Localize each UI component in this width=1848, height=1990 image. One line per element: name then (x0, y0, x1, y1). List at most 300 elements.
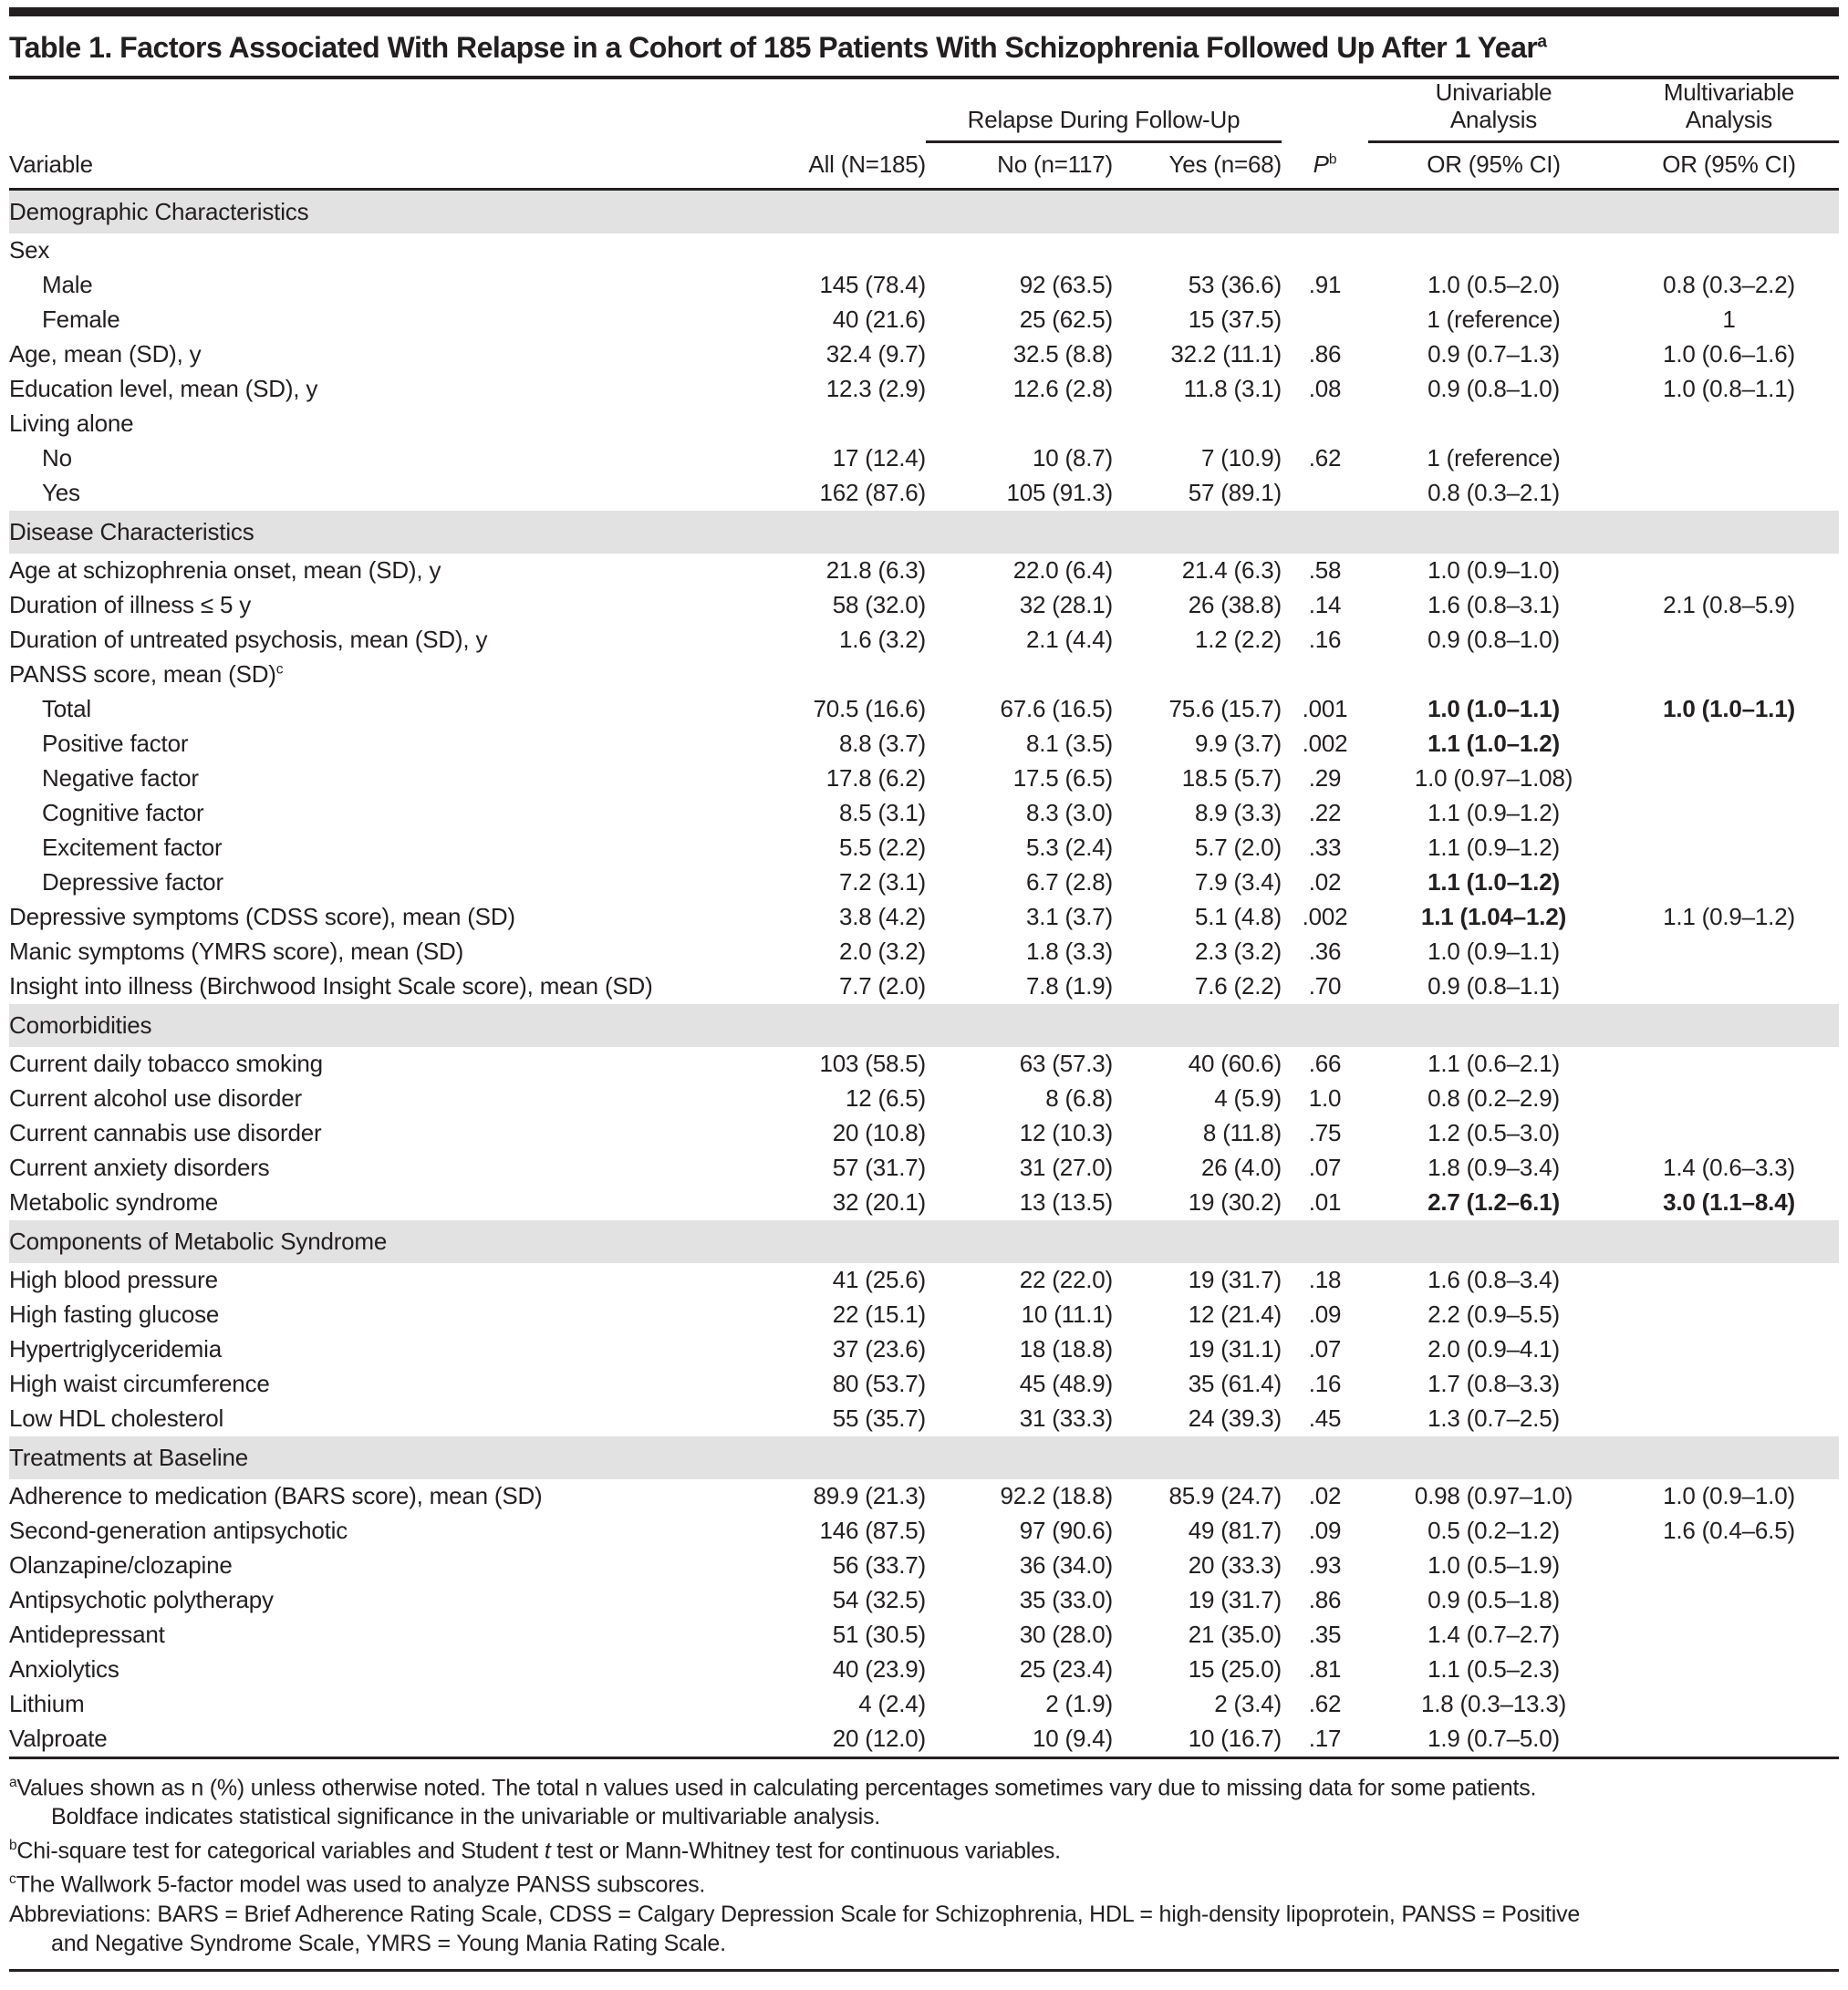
table-row (9, 1367, 1839, 1402)
cell-p-value: .002 (1302, 730, 1348, 758)
cell-univariable-or (1368, 658, 1619, 692)
table-row (9, 1583, 1839, 1618)
cell-yes-relapse: 7 (10.9) (1200, 444, 1282, 472)
cell-all: 8.5 (3.1) (838, 799, 926, 827)
column-header-or-multivariable: OR (95% CI) (1619, 141, 1839, 189)
footnote-marker: c (9, 1871, 16, 1888)
cell-no-relapse: 25 (62.5) (1019, 306, 1113, 334)
cell-multivariable-or (1619, 476, 1839, 511)
cell-no-relapse: 1.8 (3.3) (1025, 938, 1113, 966)
cell-univariable-or: 0.9 (0.8–1.1) (1428, 972, 1560, 1000)
cell-multivariable-or (1619, 1332, 1839, 1367)
cell-no-relapse: 92.2 (18.8) (1000, 1482, 1113, 1510)
cell-yes-relapse: 19 (31.7) (1188, 1266, 1282, 1294)
cell-multivariable-or (1619, 1367, 1839, 1402)
cell-all: 20 (12.0) (832, 1725, 926, 1753)
table-row (9, 407, 1839, 441)
cell-all: 3.8 (4.2) (838, 903, 926, 931)
cell-all: 32 (20.1) (832, 1188, 926, 1217)
cell-no-relapse: 18 (18.8) (1019, 1335, 1113, 1363)
section-row (9, 189, 1839, 233)
cell-all: 145 (78.4) (819, 271, 926, 299)
row-label: Negative factor (42, 764, 199, 793)
cell-yes-relapse: 2 (3.4) (1214, 1690, 1282, 1718)
cell-multivariable-or (1619, 865, 1839, 900)
cell-univariable-or: 0.9 (0.7–1.3) (1428, 340, 1560, 368)
cell-all: 103 (58.5) (819, 1050, 926, 1078)
cell-all: 56 (33.7) (832, 1551, 926, 1580)
cell-multivariable-or: 1.6 (0.4–6.5) (1663, 1517, 1795, 1545)
cell-no-relapse: 2.1 (4.4) (1025, 626, 1113, 654)
cell-multivariable-or (1619, 1298, 1839, 1332)
row-label: Age, mean (SD), y (9, 340, 202, 368)
cell-all (675, 407, 926, 441)
cell-multivariable-or (1619, 762, 1839, 796)
cell-p-value: .93 (1308, 1551, 1342, 1580)
cell-multivariable-or (1619, 441, 1839, 476)
cell-no-relapse: 13 (13.5) (1019, 1188, 1113, 1217)
cell-no-relapse: 12.6 (2.8) (1012, 375, 1113, 403)
cell-all: 58 (32.0) (832, 591, 926, 619)
table-row (9, 1687, 1839, 1722)
row-label: Excitement factor (42, 834, 223, 862)
cell-all: 8.8 (3.7) (838, 730, 926, 758)
cell-yes-relapse: 19 (31.1) (1188, 1335, 1282, 1363)
cell-no-relapse (926, 407, 1113, 441)
row-label: Sex (9, 236, 50, 264)
cell-univariable-or: 1.3 (0.7–2.5) (1428, 1404, 1560, 1433)
cell-no-relapse: 92 (63.5) (1019, 271, 1113, 299)
cell-multivariable-or (1619, 969, 1839, 1004)
row-label: PANSS score, mean (SD)$^c$ (9, 660, 284, 689)
table-title-footnote-marker: a (1537, 32, 1547, 52)
cell-all: 22 (15.1) (832, 1301, 926, 1329)
row-label: Male (42, 271, 93, 299)
cell-univariable-or: 0.8 (0.2–2.9) (1428, 1084, 1560, 1113)
cell-all (675, 658, 926, 692)
cell-p-value: .07 (1308, 1335, 1342, 1363)
table-row (9, 1618, 1839, 1653)
cell-univariable-or: 1 (reference) (1427, 444, 1561, 472)
cell-univariable-or: 1.1 (1.0–1.2) (1428, 868, 1560, 897)
cell-all: 55 (35.7) (832, 1404, 926, 1433)
cell-univariable-or: 0.98 (0.97–1.0) (1414, 1482, 1573, 1510)
cell-all: 54 (32.5) (832, 1586, 926, 1614)
cell-all: 17.8 (6.2) (825, 764, 926, 793)
cell-no-relapse: 2 (1.9) (1045, 1690, 1113, 1718)
cell-all: 41 (25.6) (832, 1266, 926, 1294)
cell-multivariable-or (1619, 233, 1839, 268)
cell-all: 17 (12.4) (832, 444, 926, 472)
cell-univariable-or: 1.0 (0.97–1.08) (1414, 764, 1573, 793)
row-label: Total (42, 695, 91, 723)
section-header: Components of Metabolic Syndrome (9, 1220, 1839, 1263)
table-row (9, 1332, 1839, 1367)
row-label: Antipsychotic polytherapy (9, 1586, 274, 1614)
cell-multivariable-or: 1.1 (0.9–1.2) (1663, 903, 1795, 931)
header-column-row (9, 141, 1839, 189)
cell-yes-relapse (1113, 407, 1282, 441)
row-label: Low HDL cholesterol (9, 1404, 224, 1433)
cell-p-value: .75 (1308, 1119, 1342, 1147)
cell-univariable-or: 1.0 (0.9–1.0) (1428, 556, 1560, 585)
bottom-rule-bar (9, 1969, 1839, 1990)
column-header-or-univariable: OR (95% CI) (1368, 141, 1619, 189)
cell-yes-relapse: 8 (11.8) (1202, 1119, 1282, 1147)
cell-p-value (1282, 233, 1368, 268)
row-label: Positive factor (42, 730, 189, 758)
row-label: Yes (42, 479, 80, 507)
table-row (9, 233, 1839, 268)
cell-multivariable-or: 1 (1722, 306, 1736, 334)
row-label: Hypertriglyceridemia (9, 1335, 222, 1363)
row-label: No (42, 444, 72, 472)
cell-multivariable-or (1619, 623, 1839, 658)
table-row (9, 658, 1839, 692)
header-spacer (9, 79, 675, 141)
cell-p-value: .09 (1308, 1301, 1342, 1329)
row-label: Lithium (9, 1690, 85, 1718)
cell-univariable-or (1368, 407, 1619, 441)
cell-univariable-or: 1.8 (0.9–3.4) (1428, 1154, 1560, 1182)
cell-p-value: .07 (1308, 1154, 1342, 1182)
cell-multivariable-or (1619, 935, 1839, 969)
cell-all: 51 (30.5) (832, 1621, 926, 1649)
cell-yes-relapse: 5.7 (2.0) (1194, 834, 1282, 862)
cell-univariable-or: 1.7 (0.8–3.3) (1428, 1370, 1560, 1398)
footnote: $^b$Chi-square test for categorical variables and Student t test or Mann-Whitney test for continuous variables. (9, 1838, 1061, 1864)
header-spacer (1282, 79, 1368, 141)
cell-all: 40 (21.6) (832, 306, 926, 334)
row-label: Anxiolytics (9, 1655, 119, 1684)
cell-all: 7.7 (2.0) (838, 972, 926, 1000)
cell-p-value: .70 (1308, 972, 1342, 1000)
row-label: Education level, mean (SD), y (9, 375, 318, 403)
cell-multivariable-or: 1.0 (1.0–1.1) (1663, 695, 1795, 723)
cell-p-value: .002 (1302, 903, 1348, 931)
cell-no-relapse: 3.1 (3.7) (1025, 903, 1113, 931)
cell-no-relapse: 8.3 (3.0) (1025, 799, 1113, 827)
cell-yes-relapse: 7.9 (3.4) (1194, 868, 1282, 897)
cell-yes-relapse: 18.5 (5.7) (1181, 764, 1282, 793)
cell-p-value: .35 (1308, 1621, 1342, 1649)
table-row (9, 268, 1839, 303)
row-label: Age at schizophrenia onset, mean (SD), y (9, 556, 441, 585)
cell-univariable-or: 1.1 (0.9–1.2) (1428, 799, 1560, 827)
row-label: Living alone (9, 409, 134, 438)
footnote: $^a$Values shown as n (%) unless otherwise noted. The total n values used in calculating percentages sometimes vary due to missing data for some patients. Boldface indicates statistical significance in the univariable or multivariable analysis. (9, 1774, 1537, 1830)
cell-p-value: .22 (1308, 799, 1342, 827)
cell-p-value: .58 (1308, 556, 1342, 585)
cell-yes-relapse (1113, 658, 1282, 692)
row-label: Female (42, 306, 120, 334)
cell-yes-relapse: 10 (16.7) (1188, 1725, 1282, 1753)
cell-p-value: .91 (1308, 271, 1342, 299)
cell-p-value: .02 (1308, 1482, 1342, 1510)
cell-multivariable-or (1619, 1082, 1839, 1116)
cell-yes-relapse: 75.6 (15.7) (1168, 695, 1282, 723)
cell-p-value: 1.0 (1308, 1084, 1342, 1113)
cell-multivariable-or (1619, 831, 1839, 865)
row-label: Current cannabis use disorder (9, 1119, 322, 1147)
cell-univariable-or: 1.9 (0.7–5.0) (1428, 1725, 1560, 1753)
cell-yes-relapse: 8.9 (3.3) (1194, 799, 1282, 827)
cell-all: 146 (87.5) (819, 1517, 926, 1545)
table-row (9, 900, 1839, 935)
cell-yes-relapse: 26 (4.0) (1200, 1154, 1282, 1182)
cell-multivariable-or (1619, 1583, 1839, 1618)
cell-no-relapse: 105 (91.3) (1006, 479, 1113, 507)
table1 (9, 79, 1839, 1759)
cell-p-value: .08 (1308, 375, 1342, 403)
table-title (9, 16, 1839, 79)
cell-univariable-or: 1.1 (0.6–2.1) (1428, 1050, 1560, 1078)
header-group-row (9, 79, 1839, 141)
cell-p-value: .62 (1308, 1690, 1342, 1718)
cell-univariable-or: 1.1 (1.04–1.2) (1420, 903, 1567, 931)
cell-multivariable-or (1619, 407, 1839, 441)
row-label: Adherence to medication (BARS score), mean (SD) (9, 1482, 543, 1510)
cell-no-relapse: 8.1 (3.5) (1025, 730, 1113, 758)
row-label: Duration of untreated psychosis, mean (SD), y (9, 626, 488, 654)
cell-multivariable-or (1619, 1116, 1839, 1151)
column-header-yes: Yes (n=68) (1113, 141, 1282, 189)
cell-yes-relapse: 20 (33.3) (1188, 1551, 1282, 1580)
row-label: Depressive symptoms (CDSS score), mean (SD) (9, 903, 515, 931)
cell-no-relapse: 32.5 (8.8) (1012, 340, 1113, 368)
cell-univariable-or: 2.2 (0.9–5.5) (1428, 1301, 1560, 1329)
cell-multivariable-or: 1.0 (0.9–1.0) (1663, 1482, 1795, 1510)
cell-no-relapse: 7.8 (1.9) (1025, 972, 1113, 1000)
cell-univariable-or: 2.7 (1.2–6.1) (1428, 1188, 1560, 1217)
cell-no-relapse: 36 (34.0) (1019, 1551, 1113, 1580)
cell-no-relapse: 32 (28.1) (1019, 591, 1113, 619)
cell-all: 2.0 (3.2) (838, 938, 926, 966)
cell-yes-relapse: 49 (81.7) (1188, 1517, 1282, 1545)
cell-p-value: .16 (1308, 626, 1342, 654)
footnote-marker: a (9, 1774, 17, 1790)
cell-multivariable-or: 0.8 (0.3–2.2) (1663, 271, 1795, 299)
cell-univariable-or: 1.0 (0.5–1.9) (1428, 1551, 1560, 1580)
table-row (9, 623, 1839, 658)
cell-p-value: .02 (1308, 868, 1342, 897)
row-label: Duration of illness ≤ 5 y (9, 591, 252, 619)
cell-yes-relapse: 40 (60.6) (1188, 1050, 1282, 1078)
cell-univariable-or: 0.8 (0.3–2.1) (1428, 479, 1560, 507)
cell-all: 32.4 (9.7) (825, 340, 926, 368)
cell-all: 89.9 (21.3) (813, 1482, 926, 1510)
row-label: Second-generation antipsychotic (9, 1517, 348, 1545)
cell-p-value: .86 (1308, 1586, 1342, 1614)
cell-univariable-or: 1.2 (0.5–3.0) (1428, 1119, 1560, 1147)
cell-all: 162 (87.6) (819, 479, 926, 507)
cell-univariable-or: 0.9 (0.8–1.0) (1428, 375, 1560, 403)
cell-univariable-or: 1.1 (0.5–2.3) (1428, 1655, 1560, 1684)
footnote: $^c$The Wallwork 5-factor model was used to analyze PANSS subscores. (9, 1871, 706, 1898)
cell-univariable-or: 1.1 (0.9–1.2) (1428, 834, 1560, 862)
cell-univariable-or: 2.0 (0.9–4.1) (1428, 1335, 1560, 1363)
cell-all: 40 (23.9) (832, 1655, 926, 1684)
cell-all: 21.8 (6.3) (825, 556, 926, 585)
column-header-all: All (N=185) (675, 141, 926, 189)
row-label: Antidepressant (9, 1621, 165, 1649)
row-label: Current daily tobacco smoking (9, 1050, 323, 1078)
cell-all: 57 (31.7) (832, 1154, 926, 1182)
cell-p-value: .45 (1308, 1404, 1342, 1433)
row-label: Depressive factor (42, 868, 223, 897)
cell-no-relapse: 5.3 (2.4) (1025, 834, 1113, 862)
cell-multivariable-or (1619, 1653, 1839, 1687)
cell-p-value: .16 (1308, 1370, 1342, 1398)
table-row (9, 588, 1839, 623)
cell-yes-relapse: 7.6 (2.2) (1194, 972, 1282, 1000)
table-row (9, 692, 1839, 727)
cell-yes-relapse: 26 (38.8) (1188, 591, 1282, 619)
row-label: High blood pressure (9, 1266, 218, 1294)
table-row (9, 762, 1839, 796)
cell-multivariable-or (1619, 658, 1839, 692)
table-row (9, 969, 1839, 1004)
cell-all: 80 (53.7) (832, 1370, 926, 1398)
table-row (9, 1653, 1839, 1687)
cell-all: 37 (23.6) (832, 1335, 926, 1363)
cell-yes-relapse: 1.2 (2.2) (1194, 626, 1282, 654)
cell-multivariable-or: 3.0 (1.1–8.4) (1663, 1188, 1795, 1217)
section-header: Treatments at Baseline (9, 1436, 1839, 1479)
cell-yes-relapse: 15 (37.5) (1188, 306, 1282, 334)
table-row (9, 303, 1839, 337)
cell-no-relapse: 35 (33.0) (1019, 1586, 1113, 1614)
cell-yes-relapse: 32.2 (11.1) (1170, 340, 1282, 368)
cell-yes-relapse: 21 (35.0) (1188, 1621, 1282, 1649)
section-row (9, 1004, 1839, 1047)
cell-multivariable-or: 1.0 (0.6–1.6) (1663, 340, 1795, 368)
cell-yes-relapse (1113, 233, 1282, 268)
cell-p-value: .36 (1308, 938, 1342, 966)
section-header: Disease Characteristics (9, 511, 1839, 554)
cell-univariable-or: 1.0 (0.9–1.1) (1428, 938, 1560, 966)
table-row (9, 441, 1839, 476)
row-label: Current alcohol use disorder (9, 1084, 303, 1113)
cell-no-relapse: 25 (23.4) (1019, 1655, 1113, 1684)
table-row (9, 831, 1839, 865)
cell-yes-relapse: 35 (61.4) (1188, 1370, 1282, 1398)
row-label: Cognitive factor (42, 799, 204, 827)
table-row (9, 1514, 1839, 1549)
header-relapse-group: Relapse During Follow-Up (926, 79, 1282, 141)
cell-yes-relapse: 24 (39.3) (1188, 1404, 1282, 1433)
row-label: Insight into illness (Birchwood Insight Scale score), mean (SD) (9, 972, 653, 1000)
cell-all: 1.6 (3.2) (838, 626, 926, 654)
cell-multivariable-or (1619, 1402, 1839, 1436)
cell-p-value: .86 (1308, 340, 1342, 368)
cell-multivariable-or (1619, 1047, 1839, 1082)
row-label: Valproate (9, 1725, 108, 1753)
table-title-text: Table 1. Factors Associated With Relapse in a Cohort of 185 Patients With Schizophrenia Followed Up After 1 Year (9, 31, 1538, 64)
cell-yes-relapse: 85.9 (24.7) (1168, 1482, 1282, 1510)
cell-yes-relapse: 9.9 (3.7) (1194, 730, 1282, 758)
cell-multivariable-or: 1.0 (0.8–1.1) (1663, 375, 1795, 403)
table-row (9, 796, 1839, 831)
cell-yes-relapse: 21.4 (6.3) (1181, 556, 1282, 585)
table-row (9, 372, 1839, 407)
cell-multivariable-or (1619, 1722, 1839, 1758)
cell-yes-relapse: 15 (25.0) (1188, 1655, 1282, 1684)
cell-univariable-or: 1.0 (0.5–2.0) (1428, 271, 1560, 299)
cell-all: 4 (2.4) (858, 1690, 926, 1718)
table-row (9, 476, 1839, 511)
cell-multivariable-or (1619, 1618, 1839, 1653)
cell-yes-relapse: 2.3 (3.2) (1194, 938, 1282, 966)
cell-yes-relapse: 12 (21.4) (1188, 1301, 1282, 1329)
cell-p-value: .29 (1308, 764, 1342, 793)
table-row (9, 865, 1839, 900)
cell-p-value: .81 (1308, 1655, 1342, 1684)
cell-p-value (1282, 303, 1368, 337)
cell-yes-relapse: 53 (36.6) (1188, 271, 1282, 299)
footnotes (9, 1759, 1839, 1969)
cell-univariable-or: 1 (reference) (1427, 306, 1561, 334)
table-row (9, 554, 1839, 588)
cell-univariable-or: 1.8 (0.3–13.3) (1420, 1690, 1567, 1718)
cell-no-relapse (926, 233, 1113, 268)
table-row (9, 1082, 1839, 1116)
row-label-footnote-marker: c (275, 661, 284, 678)
table-row (9, 337, 1839, 372)
cell-all: 12.3 (2.9) (825, 375, 926, 403)
top-rule-bar (9, 7, 1839, 16)
cell-p-value (1282, 476, 1368, 511)
cell-no-relapse: 63 (57.3) (1019, 1050, 1113, 1078)
row-label: Metabolic syndrome (9, 1188, 219, 1217)
header-univariable-group: Univariable Analysis (1368, 79, 1619, 141)
cell-yes-relapse: 19 (31.7) (1188, 1586, 1282, 1614)
table-row (9, 1263, 1839, 1298)
table-row (9, 727, 1839, 762)
cell-multivariable-or (1619, 796, 1839, 831)
column-header-p: $P^b$ (1282, 141, 1368, 189)
section-row (9, 1436, 1839, 1479)
cell-multivariable-or (1619, 1263, 1839, 1298)
cell-p-value (1282, 658, 1368, 692)
cell-univariable-or: 1.6 (0.8–3.4) (1428, 1266, 1560, 1294)
cell-no-relapse: 31 (27.0) (1019, 1154, 1113, 1182)
cell-yes-relapse: 19 (30.2) (1188, 1188, 1282, 1217)
cell-no-relapse: 10 (8.7) (1032, 444, 1113, 472)
cell-univariable-or: 0.9 (0.8–1.0) (1428, 626, 1560, 654)
cell-no-relapse: 17.5 (6.5) (1012, 764, 1113, 793)
header-spacer (675, 79, 926, 141)
section-header: Demographic Characteristics (9, 189, 1839, 233)
cell-univariable-or: 1.1 (1.0–1.2) (1428, 730, 1560, 758)
table-row (9, 1722, 1839, 1758)
table-row (9, 1402, 1839, 1436)
cell-yes-relapse: 4 (5.9) (1214, 1084, 1282, 1113)
cell-all (675, 233, 926, 268)
cell-p-value: .17 (1308, 1725, 1342, 1753)
cell-no-relapse: 12 (10.3) (1019, 1119, 1113, 1147)
cell-univariable-or: 0.5 (0.2–1.2) (1428, 1517, 1560, 1545)
cell-all: 5.5 (2.2) (838, 834, 926, 862)
table-row (9, 1047, 1839, 1082)
cell-no-relapse: 10 (9.4) (1032, 1725, 1113, 1753)
cell-p-value: .18 (1308, 1266, 1342, 1294)
table-row (9, 1151, 1839, 1186)
cell-univariable-or: 1.0 (1.0–1.1) (1428, 695, 1560, 723)
cell-no-relapse: 22 (22.0) (1019, 1266, 1113, 1294)
row-label: Olanzapine/clozapine (9, 1551, 233, 1580)
cell-univariable-or (1368, 233, 1619, 268)
